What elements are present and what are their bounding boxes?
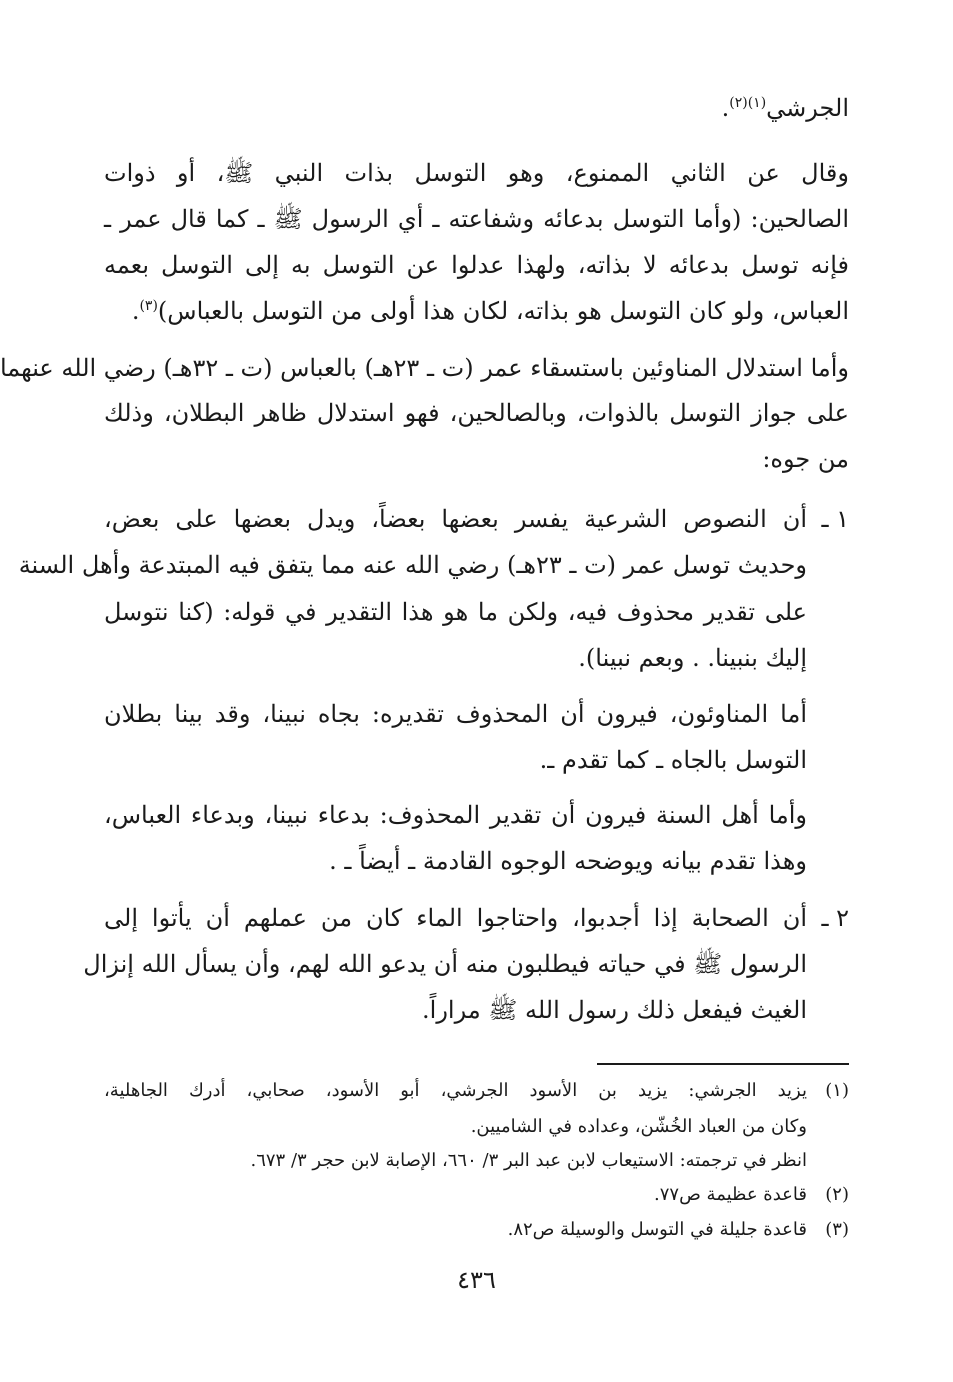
text-line: وهذا تقدم بيانه ويوضحه الوجوه القادمة ـ أيضاً ـ . [329, 847, 807, 875]
list-number: ١ ـ [821, 505, 849, 533]
text-line: وأما استدلال المناوئين باستسقاء عمر (ت ـ ٢٣هـ) بالعباس (ت ـ ٣٢هـ) رضي الله عنهما [0, 354, 849, 382]
text-line: الجرشي$^{(١)(٢)}$. [721, 94, 849, 122]
footnote-text: يزيد الجرشي: يزيد بن الأسود الجرشي، أبو الأسود، صحابي، أدرك الجاهلية، [104, 1080, 807, 1101]
footnote-separator [597, 1063, 849, 1065]
text-line: الرسول ﷺ في حياته فيطلبون منه أن يدعو الله لهم، وأن يسأل الله إنزال [83, 950, 807, 978]
footnote-label: (٢) [825, 1184, 849, 1205]
text-line: أن الصحابة إذا أجدبوا، واحتاجوا الماء كان من عملهم أن يأتوا إلى [104, 904, 807, 932]
text-line: أما المناوئون، فيرون أن المحذوف تقديره: بجاه نبينا، وقد بينا بطلان [104, 700, 807, 728]
text-line: من جوه: [762, 445, 849, 473]
footnote-ref: (٣) [139, 298, 158, 314]
text-line: وحديث توسل عمر (ت ـ ٢٣هـ) رضي الله عنه مما يتفق فيه المبتدعة وأهل السنة [18, 551, 807, 579]
footnote-text: وكان من العباد الخُشّن، وعداده في الشاميين. [470, 1116, 807, 1137]
text-line: الصالحين: (وأما التوسل بدعائه وشفاعته ـ أي الرسول ﷺ ـ كما قال عمر ـ [104, 205, 849, 233]
footnote-text: قاعدة جليلة في التوسل والوسيلة ص٨٢. [507, 1219, 807, 1240]
text-line: على جواز التوسل بالذوات، وبالصالحين، فهو استدلال ظاهر البطلان، وذلك [104, 399, 849, 427]
text-line: التوسل بالجاه ـ كما تقدم ـ. [539, 746, 807, 774]
text-line: الغيث فيفعل ذلك رسول الله ﷺ مراراً. [422, 996, 807, 1024]
text-line: أن النصوص الشرعية يفسر بعضها بعضاً، ويدل بعضها على بعض، [104, 505, 807, 533]
footnote-label: (٣) [825, 1219, 849, 1240]
list-number: ٢ ـ [821, 904, 849, 932]
text-line: وقال عن الثاني الممنوع، وهو التوسل بذات النبي ﷺ، أو ذوات [104, 159, 849, 187]
footnote-ref: (١)(٢) [729, 95, 767, 111]
footnote-text: قاعدة عظيمة ص٧٧. [654, 1184, 807, 1205]
text-line: العباس، ولو كان التوسل هو بذاته، لكان هذا أولى من التوسل بالعباس)$^{(٣)}$. [131, 297, 849, 325]
footnote-text: انظر في ترجمته: الاستيعاب لابن عبد البر ٣/ ٦٦٠، الإصابة لابن حجر ٣/ ٦٧٣. [250, 1150, 807, 1171]
page-number: ٤٣٦ [457, 1266, 496, 1294]
text-line: وأما أهل السنة فيرون أن تقدير المحذوف: بدعاء نبينا، وبدعاء العباس، [104, 801, 807, 829]
text-line: فإنه توسل بدعائه لا بذاته، ولهذا عدلوا عن التوسل به إلى التوسل بعمه [104, 251, 849, 279]
text-line: على تقدير محذوف فيه، ولكن ما هو هذا التقدير في قوله: (كنا نتوسل [104, 598, 807, 626]
footnote-label: (١) [825, 1080, 849, 1101]
text-line: إليك بنبينا. . وبعم نبينا). [578, 644, 807, 672]
